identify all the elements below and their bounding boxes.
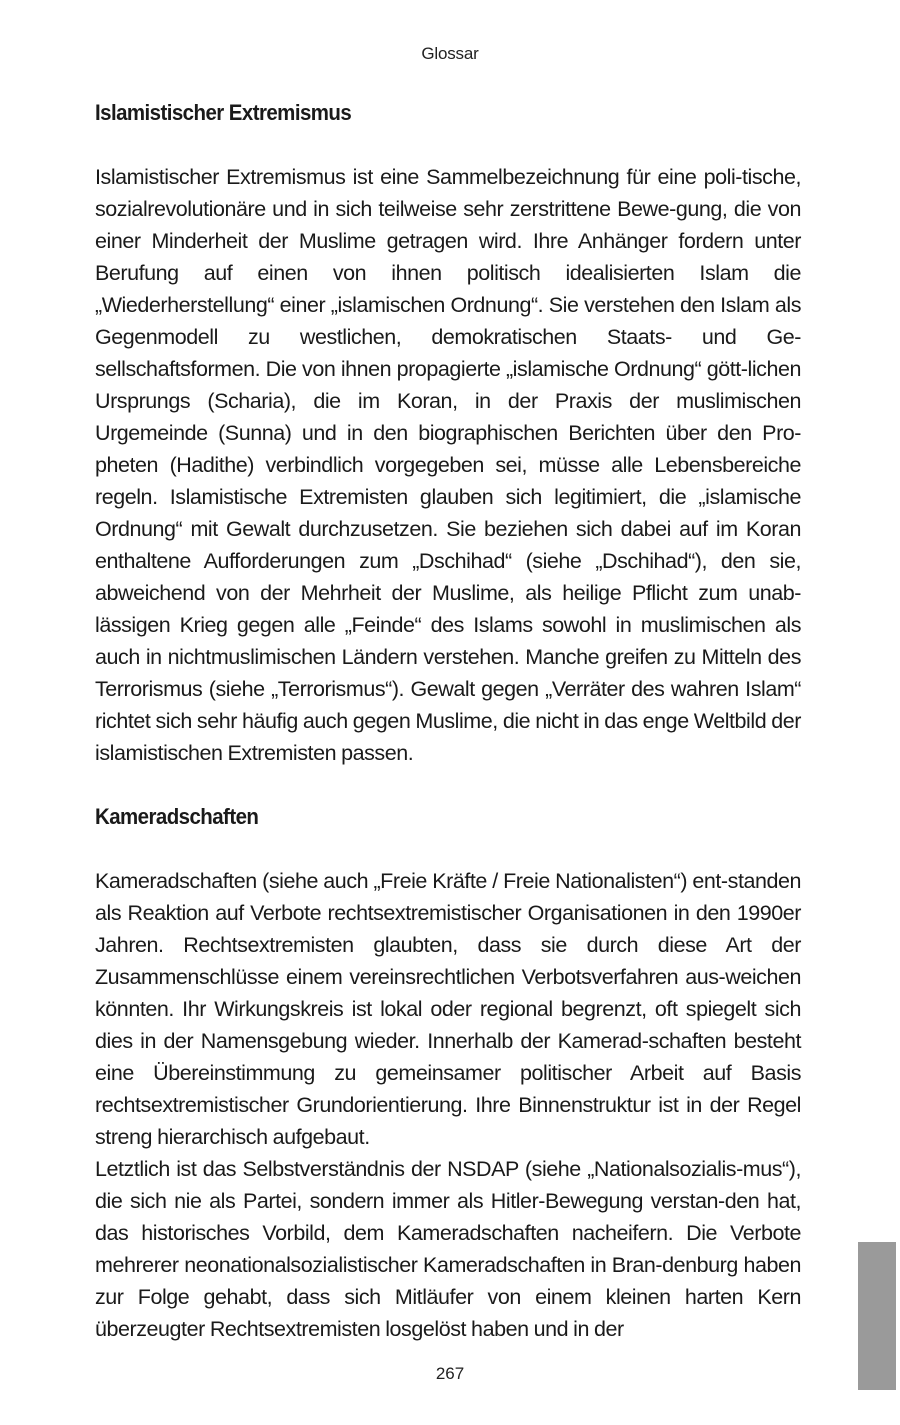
section-heading-islamistischer-extremismus: Islamistischer Extremismus xyxy=(95,100,352,125)
running-header: Glossar xyxy=(421,44,479,63)
page-number: 267 xyxy=(435,1364,465,1383)
paragraph-islamistischer-extremismus: Islamistischer Extremismus ist eine Sammelbezeichnung für eine poli-tische, sozialrevolutionäre und in sich teilweise sehr zerstrittene Bewe-gung, die von einer Minderheit der Muslime getragen wird. Ihre Anhänger fordern unter Berufung auf einen von ihnen politisch idealisierten Islam die „Wiederherstellung“ einer „islamischen Ordnung“. Sie verstehen den Islam als Gegenmodell zu westlichen, demokratischen Staats- und Ge-sellschaftsformen. Die von ihnen propagierte „islamische Ordnung“ gött-lichen Ursprungs (Scharia), die im Koran, in der Praxis der muslimischen Urgemeinde (Sunna) und in den biographischen Berichten über den Pro-pheten (Hadithe) verbindlich vorgegeben sei, müsse alle Lebensbereiche regeln. Islamistische Extremisten glauben sich legitimiert, die „islamische Ordnung“ mit Gewalt durchzusetzen. Sie beziehen sich dabei auf im Koran enthaltene Aufforderungen zum „Dschihad“ (siehe „Dschihad“), den sie, abweichend von der Mehrheit der Muslime, als heilige Pflicht zum unab-lässigen Krieg gegen alle „Feinde“ des Islams sowohl in muslimischen als auch in nichtmuslimischen Ländern verstehen. Manche greifen zu Mitteln des Terrorismus (siehe „Terrorismus“). Gewalt gegen „Verräter des wahren Islam“ richtet sich sehr häufig auch gegen Muslime, die nicht in das enge Weltbild der islamistischen Extremisten passen. xyxy=(95,165,801,765)
chapter-thumb-tab xyxy=(858,1242,896,1390)
page-body xyxy=(95,97,801,1345)
section-heading-kameradschaften: Kameradschaften xyxy=(95,804,259,829)
paragraph-kameradschaften-2: Letztlich ist das Selbstverständnis der NSDAP (siehe „Nationalsozialis-mus“), die sich nie als Partei, sondern immer als Hitler-Bewegung verstan-den hat, das historisches Vorbild, dem Kameradschaften nacheifern. Die Verbote mehrerer neonationalsozialistischer Kameradschaften in Bran-denburg haben zur Folge gehabt, dass sich Mitläufer von einem kleinen harten Kern überzeugter Rechtsextremisten losgelöst haben und in der xyxy=(95,1157,801,1341)
paragraph-kameradschaften-1: Kameradschaften (siehe auch „Freie Kräfte / Freie Nationalisten“) ent-standen als Reaktion auf Verbote rechtsextremistischer Organisationen in den 1990er Jahren. Rechtsextremisten glaubten, dass sie durch diese Art der Zusammenschlüsse einem vereinsrechtlichen Verbotsverfahren aus-weichen könnten. Ihr Wirkungskreis ist lokal oder regional begrenzt, oft spiegelt sich dies in der Namensgebung wieder. Innerhalb der Kamerad-schaften besteht eine Übereinstimmung zu gemeinsamer politischer Arbeit auf Basis rechtsextremistischer Grundorientierung. Ihre Binnenstruktur ist in der Regel streng hierarchisch aufgebaut. xyxy=(95,869,801,1149)
